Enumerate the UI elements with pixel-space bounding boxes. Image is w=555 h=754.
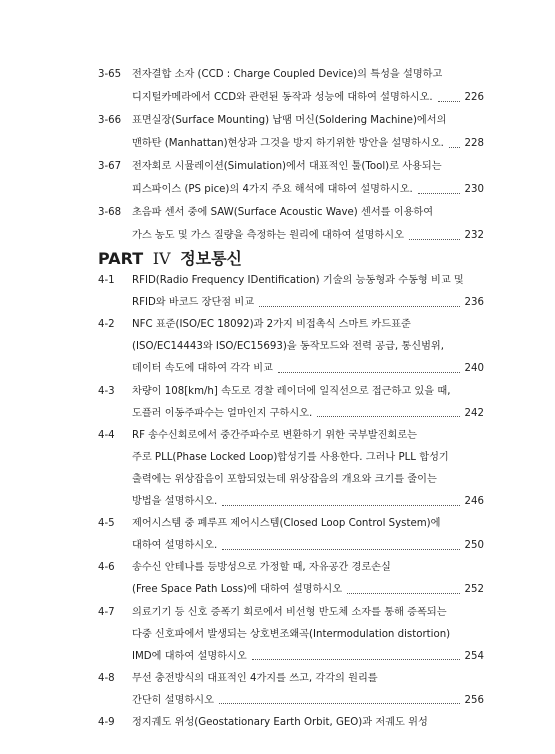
toc-entry-number: 4-8 <box>98 672 115 684</box>
toc-entry-line <box>98 403 484 425</box>
toc-entry-number: 3-68 <box>98 207 122 218</box>
toc-entry-title: 출력에는 위상잡음이 포함되었는데 위상잡음의 개요와 크기를 줄이는 <box>132 473 437 485</box>
toc-entry-line <box>98 133 484 155</box>
toc-entry-line <box>98 425 484 447</box>
toc-entry-title: 피스파이스 (PS pice)의 4가지 주요 해석에 대하여 설명하시오. <box>132 184 413 195</box>
toc-page-number: 230 <box>464 184 484 195</box>
toc-entry-line <box>98 579 484 601</box>
toc-entry-number: 3-67 <box>98 161 122 172</box>
toc-entry-title: 제어시스템 중 폐루프 제어시스템(Closed Loop Control System)에 <box>132 518 441 530</box>
dot-leader <box>222 549 459 550</box>
toc-entry-title: IMD에 대하여 설명하시오 <box>132 650 247 662</box>
dot-leader <box>259 306 459 307</box>
part-title: 정보통신 <box>180 249 243 268</box>
toc-entry-line <box>98 87 484 109</box>
dot-leader <box>449 147 460 148</box>
toc-entry-number: 4-6 <box>98 562 115 574</box>
toc-entry-number: 4-9 <box>98 717 115 728</box>
toc-entry-title: 전자결합 소자 (CCD : Charge Coupled Device)의 특성을 설명하고 <box>132 69 443 80</box>
toc-page-number: 226 <box>464 92 484 103</box>
dot-leader <box>409 239 460 240</box>
toc-entry-line <box>98 110 484 132</box>
toc-page-number: 256 <box>464 694 484 706</box>
toc-entry-line <box>98 447 484 469</box>
toc-entry-line <box>98 179 484 201</box>
toc-entry-title: (ISO/EC14443와 ISO/EC15693)을 동작모드와 전력 공급, 통신범위, <box>132 341 444 353</box>
toc-entry-title: 송수신 안테나를 등방성으로 가정할 때, 자유공간 경로손실 <box>132 562 391 574</box>
toc-entry-title: 방법을 설명하시오. <box>132 496 218 507</box>
toc-page-number: 228 <box>464 138 484 149</box>
toc-page-number: 250 <box>464 540 484 552</box>
toc-entry-line <box>98 690 484 712</box>
toc-entry-line <box>98 491 484 513</box>
toc-entry-number: 3-65 <box>98 69 122 80</box>
toc-entry-line <box>98 156 484 178</box>
toc-entry-line <box>98 336 484 358</box>
toc-entry-line <box>98 557 484 579</box>
toc-entry-title: NFC 표준(ISO/EC 18092)과 2가지 비접촉식 스마트 카드표준 <box>132 319 411 331</box>
toc-page-number: 232 <box>464 230 484 241</box>
toc-page-number: 242 <box>464 407 484 419</box>
toc-entry-line <box>98 646 484 668</box>
toc-entry-number: 4-3 <box>98 385 115 397</box>
dot-leader <box>347 593 459 594</box>
toc-entry-line <box>98 225 484 247</box>
dot-leader <box>278 372 460 373</box>
dot-leader <box>222 505 459 506</box>
toc-entry-title: 정지궤도 위성(Geostationary Earth Orbit, GEO)과 저궤도 위성 <box>132 717 428 728</box>
toc-entry-number: 4-1 <box>98 275 115 286</box>
toc-entry-title: RF 송수신회로에서 중간주파수로 변환하기 위한 국부발진회로는 <box>132 429 417 441</box>
toc-entry-title: 데이터 속도에 대하여 각각 비교 <box>132 363 273 375</box>
toc-entry-line <box>98 64 484 86</box>
toc-entry-number: 4-2 <box>98 319 115 331</box>
toc-entry-title: 가스 농도 및 가스 질량을 측정하는 원리에 대하여 설명하시오 <box>132 230 404 241</box>
toc-entry-number: 3-66 <box>98 115 122 126</box>
toc-entry-title: RFID(Radio Frequency IDentification) 기술의 능동형과 수동형 비교 및 <box>132 275 464 286</box>
toc-page-number: 254 <box>464 650 484 662</box>
toc-entry-title: (Free Space Path Loss)에 대하여 설명하시오 <box>132 584 343 596</box>
toc-entry-line <box>98 314 484 336</box>
toc-entry-line <box>98 469 484 491</box>
toc-entry-line <box>98 202 484 224</box>
toc-entry-line <box>98 292 484 314</box>
toc-entry-title: 전자회로 시뮬레이션(Simulation)에서 대표적인 툴(Tool)로 사용되는 <box>132 161 442 172</box>
toc-entry-title: 무선 충전방식의 대표적인 4가지를 쓰고, 각각의 원리를 <box>132 672 378 684</box>
toc-entry-number: 4-4 <box>98 429 115 441</box>
toc-page-number: 252 <box>464 584 484 596</box>
toc-entry-line <box>98 513 484 535</box>
dot-leader <box>418 193 460 194</box>
toc-page-number: 246 <box>464 496 484 507</box>
toc-entry-title: 간단히 설명하시오 <box>132 694 214 706</box>
dot-leader <box>438 101 460 102</box>
dot-leader <box>317 416 459 417</box>
toc-entry-line <box>98 535 484 557</box>
toc-page-number: 240 <box>464 363 484 375</box>
toc-entry-line <box>98 381 484 403</box>
toc-entry-line <box>98 624 484 646</box>
toc-entry-line <box>98 602 484 624</box>
toc-entry-title: 의료기기 등 신호 증폭기 회로에서 비선형 반도체 소자를 통해 증폭되는 <box>132 606 447 618</box>
toc-entry-title: 도플러 이동주파수는 얼마인지 구하시오. <box>132 407 313 419</box>
part-heading <box>98 245 242 273</box>
toc-entry-title: 다중 신호파에서 발생되는 상호변조왜곡(Intermodulation distortion) <box>132 628 451 640</box>
toc-entry-line <box>98 668 484 690</box>
toc-entry-number: 4-5 <box>98 518 115 530</box>
toc-entry-title: 대하여 설명하시오. <box>132 540 218 552</box>
part-roman-numeral: IV <box>152 249 171 268</box>
toc-entry-number: 4-7 <box>98 606 115 618</box>
dot-leader <box>252 659 460 660</box>
toc-entry-line <box>98 712 484 734</box>
toc-entry-title: 차량이 108[km/h] 속도로 경찰 레이더에 일직선으로 접근하고 있을 때, <box>132 385 451 397</box>
toc-entry-title: 초음파 센서 중에 SAW(Surface Acoustic Wave) 센서를 이용하여 <box>132 207 434 218</box>
toc-entry-title: 디지털카메라에서 CCD와 관련된 동작과 성능에 대하여 설명하시오. <box>132 92 433 103</box>
toc-entry-title: 표면실장(Surface Mounting) 납땜 머신(Soldering Machine)에서의 <box>132 115 447 126</box>
toc-entry-title: RFID와 바코드 장단점 비교 <box>132 297 255 309</box>
toc-entry-title: 주로 PLL(Phase Locked Loop)합성기를 사용한다. 그러나 PLL 합성기 <box>132 451 449 463</box>
toc-entry-line <box>98 270 484 292</box>
toc-entry-line <box>98 358 484 380</box>
dot-leader <box>219 703 460 704</box>
part-label: PART <box>98 249 144 268</box>
toc-page-number: 236 <box>464 297 484 309</box>
toc-entry-title: 맨하탄 (Manhattan)현상과 그것을 방지 하기위한 방안을 설명하시오. <box>132 138 444 149</box>
